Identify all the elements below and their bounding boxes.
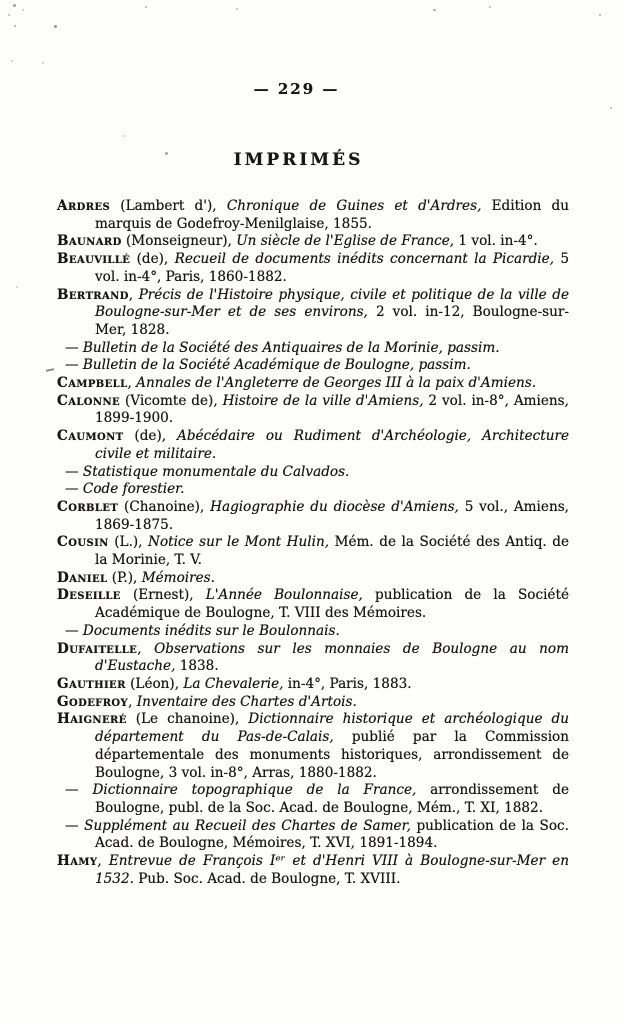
- entry-text: in-4°, Paris, 1883.: [283, 675, 412, 692]
- bibliography-entry: [57, 694, 569, 712]
- entry-text: 1 vol. in-4°.: [454, 233, 538, 250]
- author-name: Beauvillé: [57, 251, 131, 268]
- author-name: Dufaitelle: [57, 640, 138, 657]
- entry-text: publication de la Société Académique de Boulogne, T. VIII des Mémoires.: [95, 587, 569, 622]
- bibliography-entry: [57, 428, 569, 463]
- page-title: IMPRIMÉS: [233, 150, 364, 170]
- author-name: Corblet: [57, 498, 119, 515]
- entry-text: —: [65, 782, 93, 799]
- bibliography-entry: [57, 587, 569, 622]
- work-title: Entrevue de François Iᵉʳ et d'Henri VIII à Boulogne-sur-Mer en 1532.: [95, 853, 569, 887]
- work-title: Bulletin de la Société des Antiquaires de la Morinie, passim.: [82, 339, 500, 356]
- work-title: Bulletin de la Société Académique de Boulogne, passim.: [82, 357, 471, 374]
- scan-speck: [489, 6, 491, 8]
- entry-text: publié par la Commission départementale des monuments historiques, arrondissement de Boulogne, 3 vol. in-8°, Arras, 1880-1882.: [95, 729, 569, 781]
- entry-text: 2 vol. in-12, Boulogne-sur-Mer, 1828.: [95, 304, 569, 338]
- bibliography-entry: [57, 340, 569, 358]
- author-name: Haigneré: [57, 711, 127, 728]
- author-name: Baunard: [57, 233, 122, 250]
- entry-text: —: [65, 481, 83, 498]
- scan-speck: [42, 62, 44, 64]
- entry-text: arrondissement de Boulogne, publ. de la Soc. Acad. de Boulogne, Mém., T. XI, 1882.: [95, 782, 569, 816]
- entry-text: 2 vol. in-8°, Amiens, 1899-1900.: [95, 392, 569, 427]
- entry-text: ,: [128, 286, 139, 303]
- work-title: Documents inédits sur le Boulonnais.: [82, 622, 340, 639]
- scan-speck: [14, 25, 16, 27]
- bibliography-entry: [57, 233, 569, 251]
- bibliography-entry: [57, 481, 569, 499]
- entry-text: ,: [128, 693, 137, 710]
- stray-ink-mark: [46, 368, 54, 372]
- work-title: Code forestier.: [82, 481, 185, 498]
- entry-text: —: [65, 817, 85, 834]
- bibliography-entry: [57, 676, 569, 694]
- work-title: Hagiographie du diocèse d'Amiens,: [210, 498, 459, 515]
- entry-text: (Lambert d'),: [110, 198, 227, 214]
- scan-speck: [16, 286, 18, 288]
- bibliography-entry: [57, 251, 569, 286]
- scan-speck: [8, 14, 10, 16]
- work-title: Dictionnaire topographique de la France,: [92, 782, 417, 799]
- bibliography-entry: [57, 357, 569, 375]
- entry-text: (Vicomte de),: [120, 392, 223, 409]
- work-title: Chronique de Guines et d'Ardres,: [226, 198, 482, 214]
- scan-speck: [22, 9, 24, 11]
- author-name: Campbell: [57, 375, 128, 392]
- bibliography-entry: [57, 375, 569, 393]
- entry-text: Mém. de la Société des Antiq. de la Morinie, T. V.: [95, 534, 570, 569]
- bibliography-entry: [57, 287, 569, 340]
- bibliography-entry: [57, 499, 569, 534]
- entry-text: —: [65, 622, 83, 639]
- entry-text: publication de la Soc. Acad. de Boulogne, Mémoires, T. XVI, 1891-1894.: [95, 817, 569, 852]
- bibliography-entry: [57, 853, 569, 888]
- entry-text: ,: [127, 375, 137, 392]
- work-title: Inventaire des Chartes d'Artois.: [136, 693, 357, 710]
- work-title: Notice sur le Mont Hulin,: [148, 534, 330, 551]
- work-title: La Chevalerie,: [183, 675, 284, 692]
- entry-text: ,: [97, 853, 109, 870]
- bibliography-entry: [57, 393, 569, 428]
- entry-text: (Ernest),: [120, 587, 206, 604]
- work-title: Un siècle de l'Eglise de France,: [236, 233, 455, 250]
- bibliography-entry: [57, 464, 569, 482]
- scan-speck: [54, 25, 57, 28]
- author-name: Hamy: [57, 853, 98, 870]
- entry-text: (L.),: [108, 534, 149, 551]
- bibliography-entry: [57, 711, 569, 782]
- author-name: Bertrand: [57, 286, 129, 303]
- bibliography-list: [57, 198, 569, 888]
- scan-speck: [145, 6, 147, 8]
- author-name: Cousin: [57, 534, 109, 551]
- work-title: Annales de l'Angleterre de Georges III à la paix d'Amiens.: [136, 375, 537, 392]
- bibliography-entry: [57, 198, 569, 233]
- work-title: Observations sur les monnaies de Boulogne au nom d'Eustache,: [95, 640, 569, 675]
- work-title: Histoire de la ville d'Amiens,: [222, 392, 424, 409]
- scan-speck: [123, 135, 125, 137]
- bibliography-entry: [57, 534, 569, 569]
- author-name: Godefroy: [57, 693, 129, 710]
- work-title: Recueil de documents inédits concernant la Picardie,: [174, 251, 555, 268]
- entry-text: 5 vol., Amiens, 1869-1875.: [95, 498, 569, 533]
- work-title: Mémoires.: [141, 569, 215, 586]
- entry-text: 5 vol. in-4°, Paris, 1860-1882.: [95, 251, 569, 285]
- page-number: — 229 —: [253, 80, 340, 98]
- author-name: Ardres: [57, 198, 111, 214]
- bibliography-entry: [57, 623, 569, 641]
- bibliography-entry: [57, 641, 569, 676]
- bibliography-entry: [57, 782, 569, 817]
- author-name: Daniel: [57, 569, 108, 586]
- author-name: Deseille: [57, 587, 121, 604]
- entry-text: (Monseigneur),: [121, 233, 237, 250]
- scan-speck: [13, 4, 16, 7]
- entry-text: Edition du marquis de Godefroy-Menilglaise, 1855.: [95, 198, 570, 232]
- work-title: Statistique monumentale du Calvados.: [82, 463, 350, 480]
- scan-speck: [599, 14, 601, 16]
- entry-text: 1838.: [175, 658, 219, 675]
- scan-speck: [610, 107, 612, 109]
- entry-text: —: [65, 357, 83, 374]
- entry-text: (de),: [123, 428, 178, 445]
- entry-text: (Le chanoine),: [126, 711, 249, 728]
- scan-speck: [11, 60, 13, 62]
- entry-text: —: [65, 339, 83, 356]
- entry-text: (Chanoine),: [118, 498, 211, 515]
- author-name: Gauthier: [57, 675, 126, 692]
- entry-text: (P.),: [107, 569, 142, 586]
- author-name: Calonne: [57, 392, 121, 409]
- bibliography-entry: [57, 818, 569, 853]
- entry-text: (Léon),: [125, 675, 184, 692]
- work-title: Précis de l'Histoire physique, civile et politique de la ville de Boulogne-sur-Mer et de ses environs,: [95, 286, 569, 321]
- entry-text: —: [65, 463, 83, 480]
- author-name: Caumont: [57, 428, 124, 445]
- bibliography-entry: [57, 570, 569, 588]
- scan-speck: [433, 9, 436, 11]
- work-title: Supplément au Recueil des Chartes de Samer,: [84, 817, 411, 834]
- work-title: Abécédaire ou Rudiment d'Archéologie, Architecture civile et militaire.: [95, 428, 569, 462]
- work-title: L'Année Boulonnaise,: [205, 587, 363, 604]
- scan-speck: [165, 152, 168, 155]
- entry-text: ,: [137, 640, 155, 657]
- scan-speck: [236, 8, 238, 10]
- work-title: Dictionnaire historique et archéologique du département du Pas-de-Calais,: [95, 711, 569, 746]
- entry-text: (de),: [130, 251, 175, 268]
- entry-text: Pub. Soc. Acad. de Boulogne, T. XVIII.: [133, 870, 401, 887]
